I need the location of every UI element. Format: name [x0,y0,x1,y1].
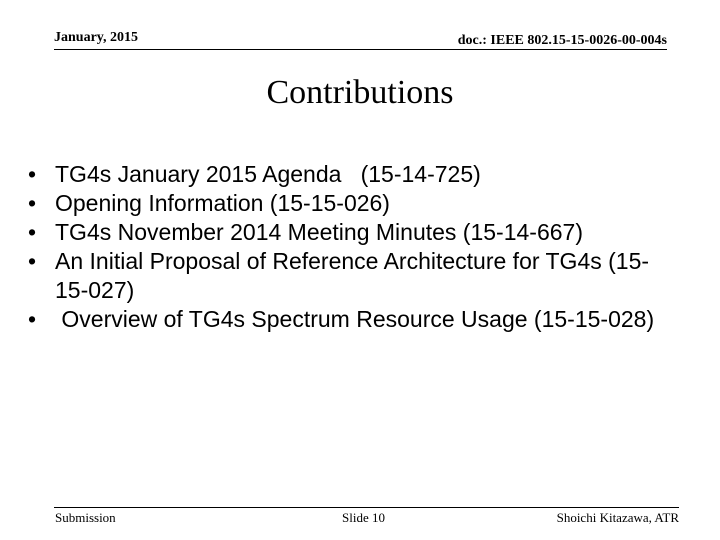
footer-rule [54,507,679,508]
bullet-dot: • [28,219,37,245]
bullet-dot: • [28,306,37,332]
bullet-item [24,247,674,305]
bullet-dot: • [28,161,37,187]
bullet-list [24,160,674,334]
bullet-item [24,189,674,218]
bullet-item [24,218,674,247]
footer-slide-number: Slide 10 [342,510,385,525]
slide-title: Contributions [266,74,454,111]
header-date: January, 2015 [54,30,139,45]
bullet-text: Overview of TG4s Spectrum Resource Usage (15-15-028) [55,306,655,332]
header-rule [54,49,667,50]
bullet-dot: • [28,190,37,216]
bullet-item [24,160,674,189]
bullet-item [24,305,674,334]
bullet-text: TG4s January 2015 Agenda (15-14-725) [55,161,481,187]
footer-author: Shoichi Kitazawa, ATR [556,510,679,525]
bullet-text: TG4s November 2014 Meeting Minutes (15-14-667) [55,219,583,245]
bullet-text: Opening Information (15-15-026) [55,190,390,216]
header-doc-id: doc.: IEEE 802.15-15-0026-00-004s [457,33,667,48]
bullet-dot: • [28,248,37,274]
bullet-text: An Initial Proposal of Reference Architecture for TG4s (15-15-027) [55,248,650,303]
footer-submission: Submission [55,510,116,525]
